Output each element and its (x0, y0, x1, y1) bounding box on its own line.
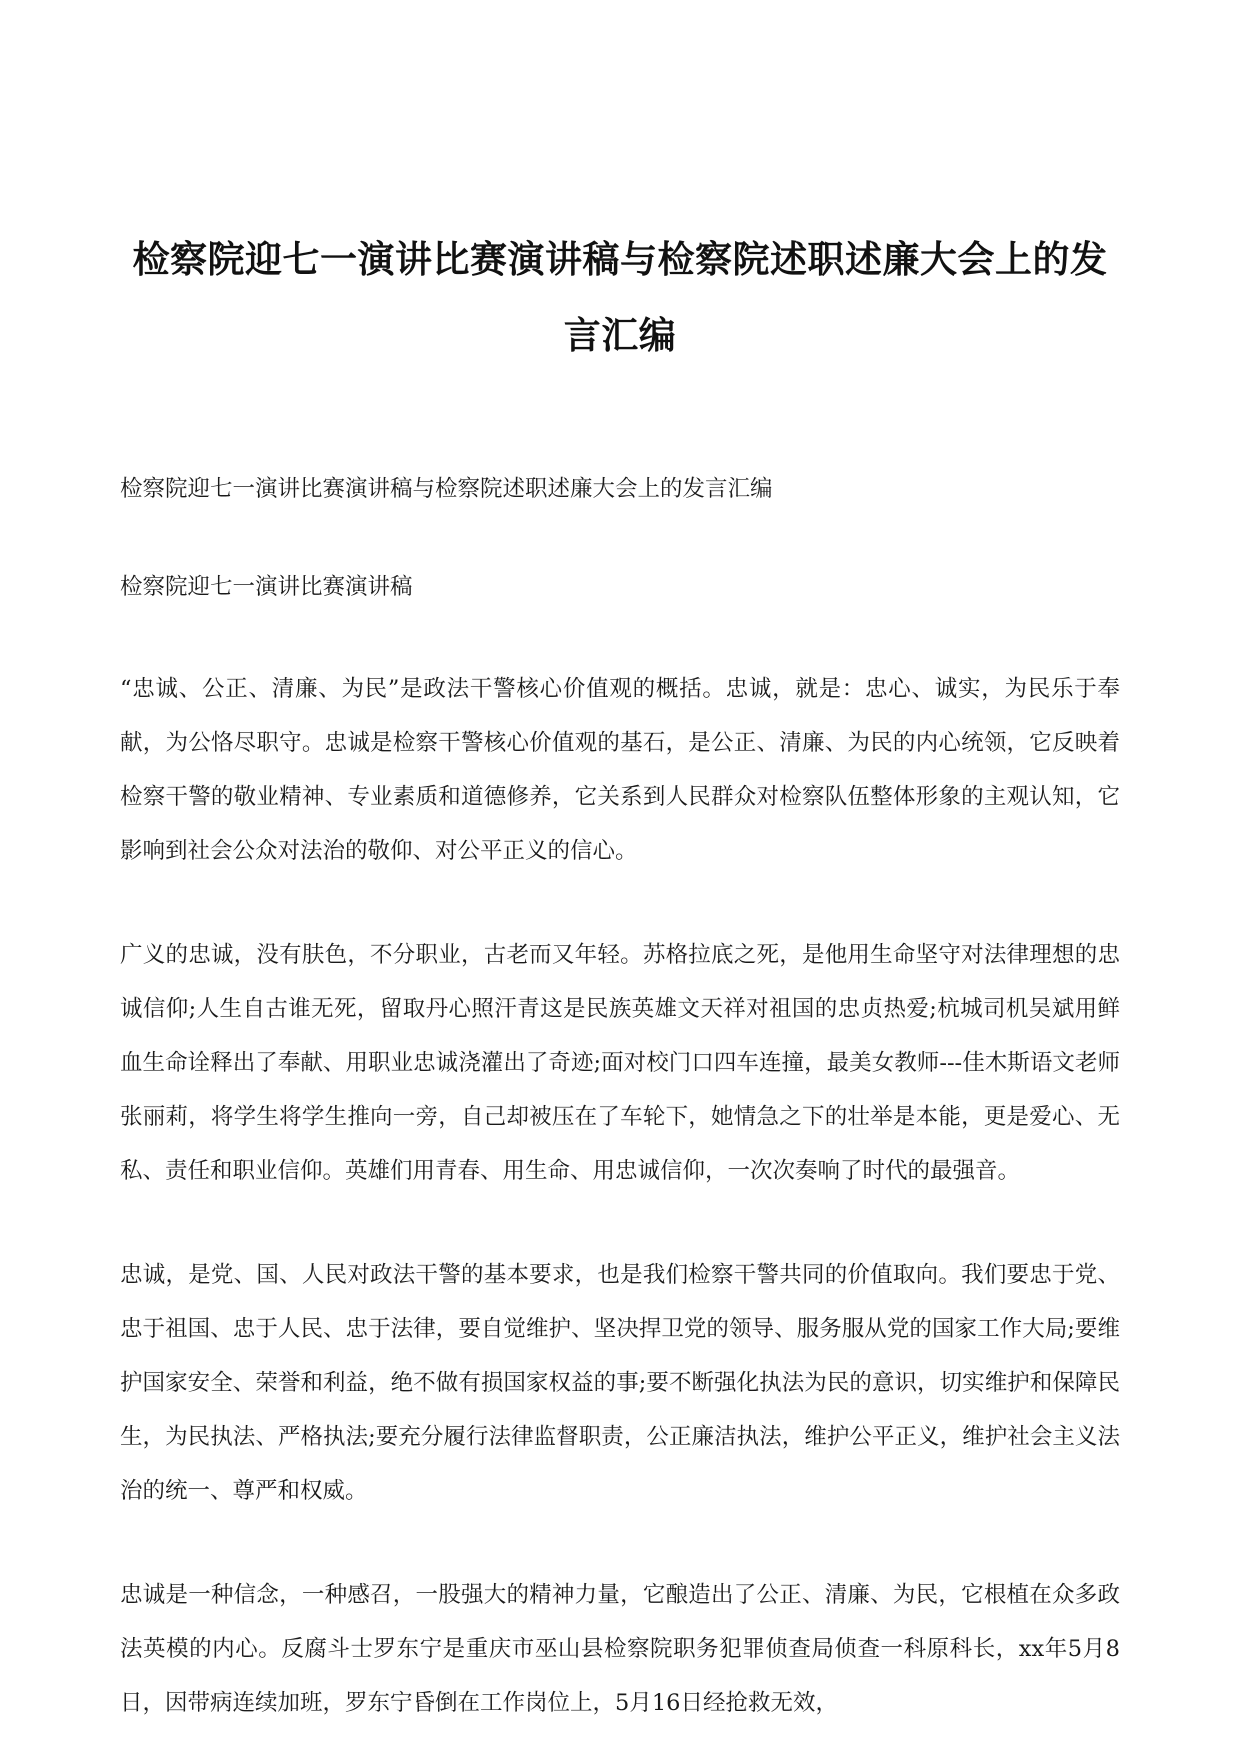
body-paragraph: 忠诚，是党、国、人民对政法干警的基本要求，也是我们检察干警共同的价值取向。我们要忠于党、忠于祖国、忠于人民、忠于法律，要自觉维护、坚决捍卫党的领导、服务服从党的国家工作大局;要维护国家安全、荣誉和利益，绝不做有损国家权益的事;要不断强化执法为民的意识，切实维护和保障民生，为民执法、严格执法;要充分履行法律监督职责，公正廉洁执法，维护公平正义，维护社会主义法治的统一、尊严和权威。 (120, 1262, 1120, 1504)
document-subtitle: 检察院迎七一演讲比赛演讲稿与检察院述职述廉大会上的发言汇编 (120, 476, 773, 502)
body-paragraph: “忠诚、公正、清廉、为民”是政法干警核心价值观的概括。忠诚，就是：忠心、诚实，为民乐于奉献，为公恪尽职守。忠诚是检察干警核心价值观的基石，是公正、清廉、为民的内心统领，它反映着检察干警的敬业精神、专业素质和道德修养，它关系到人民群众对检察队伍整体形象的主观认知，它影响到社会公众对法治的敬仰、对公平正义的信心。 (120, 676, 1120, 864)
section-heading: 检察院迎七一演讲比赛演讲稿 (120, 574, 413, 600)
body-paragraph: 忠诚是一种信念，一种感召，一股强大的精神力量，它酿造出了公正、清廉、为民，它根植在众多政法英模的内心。反腐斗士罗东宁是重庆市巫山县检察院职务犯罪侦查局侦查一科原科长，xx年5月8日，因带病连续加班，罗东宁昏倒在工作岗位上，5月16日经抢救无效， (120, 1582, 1120, 1716)
document-title: 检察院迎七一演讲比赛演讲稿与检察院述职述廉大会上的发言汇编 (132, 238, 1108, 357)
body-paragraph: 广义的忠诚，没有肤色，不分职业，古老而又年轻。苏格拉底之死，是他用生命坚守对法律理想的忠诚信仰;人生自古谁无死，留取丹心照汗青这是民族英雄文天祥对祖国的忠贞热爱;杭城司机吴斌用鲜血生命诠释出了奉献、用职业忠诚浇灌出了奇迹;面对校门口四车连撞，最美女教师---佳木斯语文老师张丽莉，将学生将学生推向一旁，自己却被压在了车轮下，她情急之下的壮举是本能，更是爱心、无私、责任和职业信仰。英雄们用青春、用生命、用忠诚信仰，一次次奏响了时代的最强音。 (120, 942, 1120, 1184)
